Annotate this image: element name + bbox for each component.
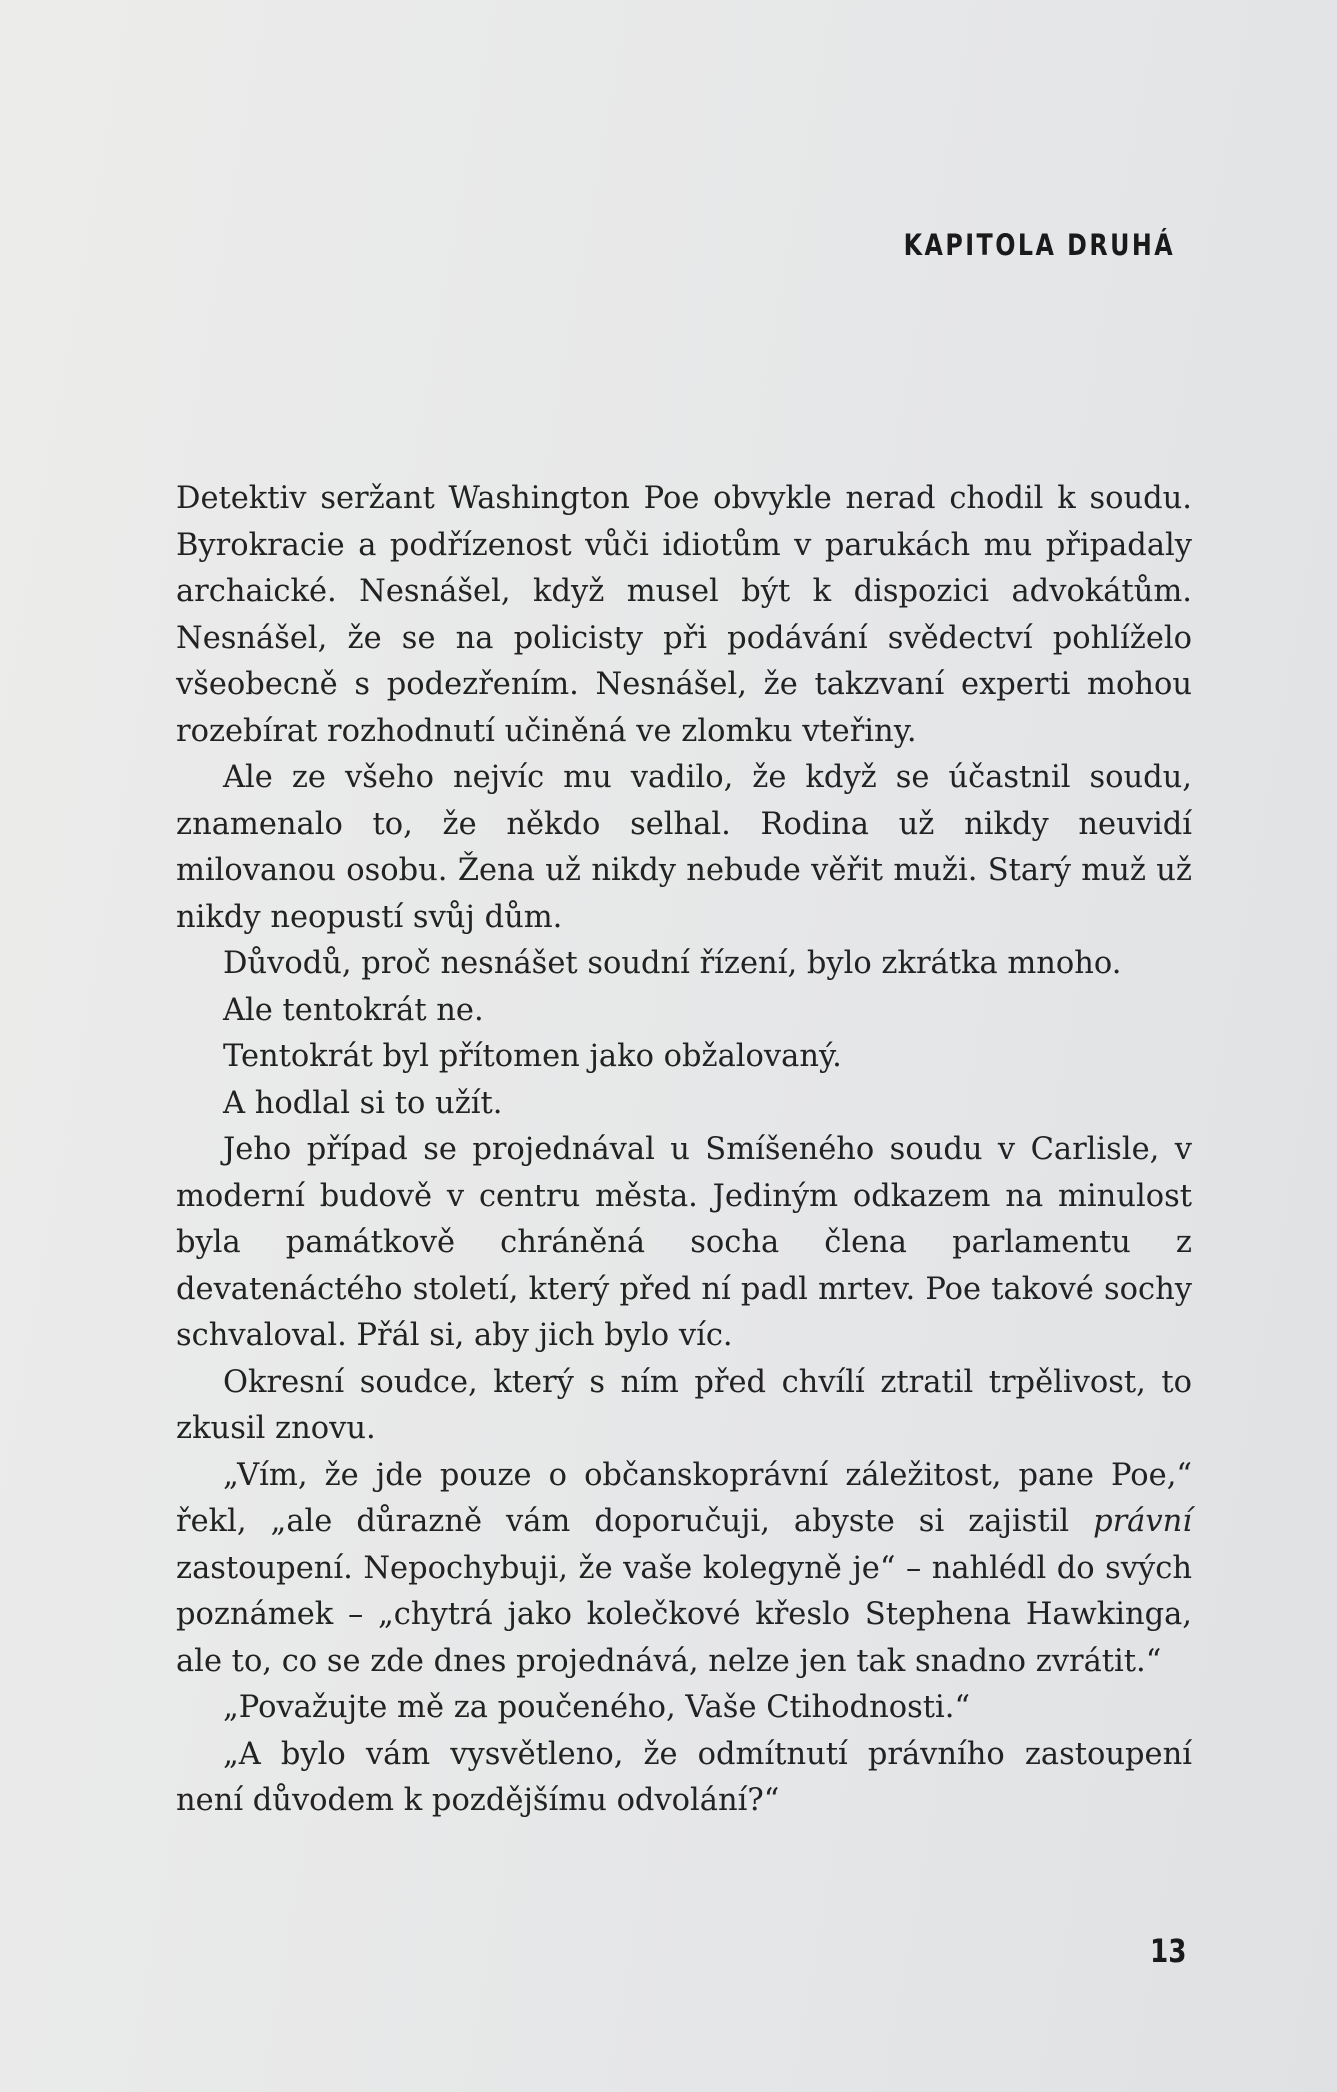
paragraph: Tentokrát byl přítomen jako obžalovaný. [223, 1039, 842, 1074]
paragraph: Jeho případ se projednával u Smíšeného soudu v Carlisle, v moderní budově v centru města. Jediným odkazem na minulost byla památkově chráněná socha člena parlamentu z devatenáctého století, který před ní padl mrtev. Poe takové sochy schvaloval. Přál si, aby jich bylo víc. [176, 1132, 1192, 1353]
paragraph-text: „Vím, že jde pouze o občanskoprávní záležitost, pane Poe,“ řekl, „ale důrazně vám doporučuji, abyste si zajistil [176, 1457, 1192, 1539]
page-number: 13 [1150, 1932, 1187, 1970]
chapter-heading: KAPITOLA DRUHÁ [903, 228, 1175, 262]
paragraph: Ale ze všeho nejvíc mu vadilo, že když se účastnil soudu, znamenalo to, že někdo selhal. Rodina už nikdy neuvidí milovanou osobu. Žena už nikdy nebude věřit muži. Starý muž už nikdy neopustí svůj dům. [176, 760, 1192, 935]
paragraph-text: zastoupení. Nepochybuji, že vaše kolegyně je“ – nahlédl do svých poznámek – „chytrá jako kolečkové křeslo Stephena Hawkinga, ale to, co se zde dnes projednává, nelze jen tak snadno zvrátit.“ [176, 1550, 1192, 1679]
paragraph: Detektiv seržant Washington Poe obvykle nerad chodil k soudu. Byrokracie a podřízenost vůči idiotům v parukách mu připadaly archaické. Nesnášel, když musel být k dispozici advokátům. Nesnášel, že se na policisty při podávání svědectví pohlíželo všeobecně s podezřením. Nesnášel, že takzvaní experti mohou rozebírat rozhodnutí učiněná ve zlomku vteřiny. [176, 481, 1192, 749]
paragraph: „Považujte mě za poučeného, Vaše Ctihodnosti.“ [223, 1690, 971, 1725]
emphasis-text: právní [1093, 1504, 1192, 1539]
paragraph: A hodlal si to užít. [223, 1085, 503, 1121]
body-text [176, 476, 1192, 1825]
paragraph-with-emphasis [176, 1453, 1192, 1686]
paragraph: Ale tentokrát ne. [223, 992, 484, 1028]
paragraph: Okresní soudce, který s ním před chvílí ztratil trpělivost, to zkusil znovu. [176, 1364, 1192, 1446]
paragraph: Důvodů, proč nesnášet soudní řízení, bylo zkrátka mnoho. [223, 946, 1122, 981]
paragraph: „A bylo vám vysvětleno, že odmítnutí právního zastoupení není důvodem k pozdějšímu odvolání?“ [176, 1736, 1192, 1818]
